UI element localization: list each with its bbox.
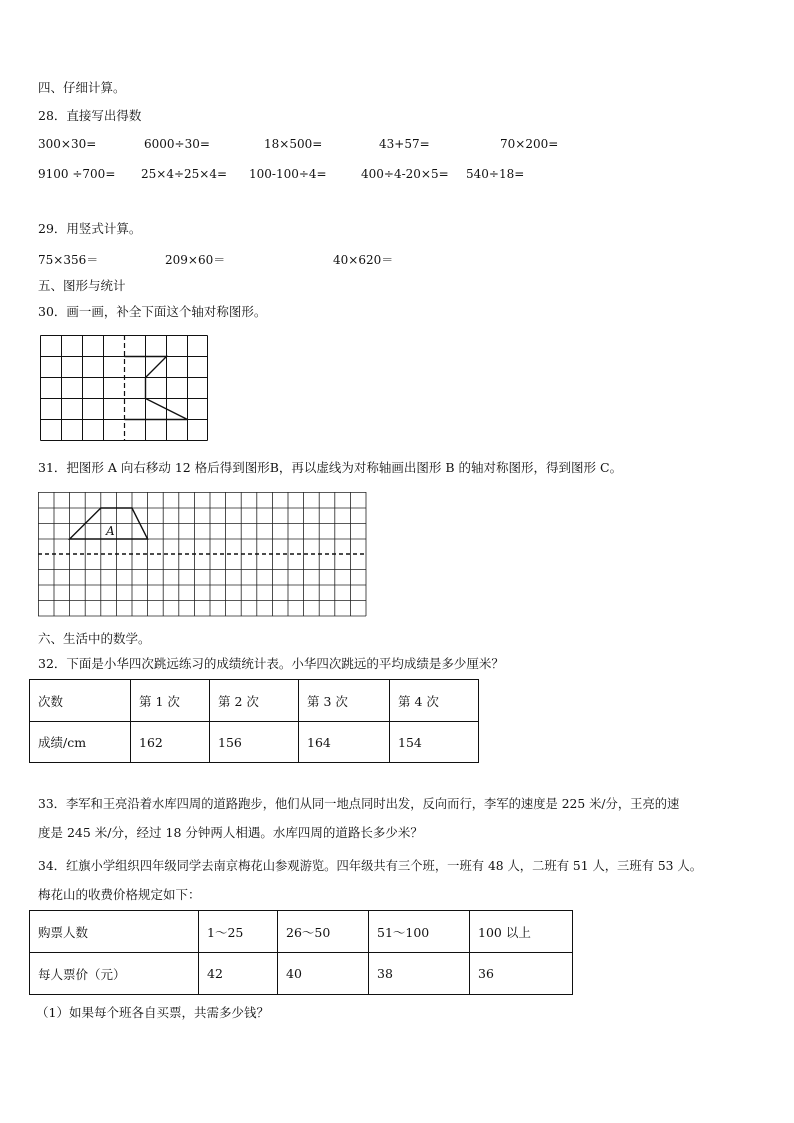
section-4-heading: 四、仔细计算。	[38, 80, 126, 95]
table-cell: 第 4 次	[390, 680, 479, 722]
calc-item: 18×500=	[264, 137, 323, 151]
q32-title: 32．下面是小华四次跳远练习的成绩统计表。小华四次跳远的平均成绩是多少厘米？	[38, 656, 504, 671]
table-cell: 第 1 次	[131, 680, 210, 722]
jump-score-table	[29, 679, 479, 763]
table-cell: 36	[470, 953, 573, 995]
calc-item: 100-100÷4=	[249, 167, 327, 181]
calc-item: 300×30=	[38, 137, 97, 151]
q30-title: 30．画一画，补全下面这个轴对称图形。	[38, 304, 267, 319]
q30-symmetry-grid	[40, 335, 208, 441]
table-cell: 156	[210, 722, 299, 763]
q34-text-line2: 梅花山的收费价格规定如下：	[38, 887, 201, 902]
table-cell: 40	[278, 953, 369, 995]
calc-item: 400÷4-20×5=	[361, 167, 449, 181]
section-6-heading: 六、生活中的数学。	[38, 631, 151, 646]
table-row	[30, 722, 479, 763]
q33-text-line2: 度是 245 米/分，经过 18 分钟两人相遇。水库四周的道路长多少米？	[38, 825, 423, 840]
vertical-calc-item: 75×356＝	[38, 253, 99, 267]
table-cell: 154	[390, 722, 479, 763]
section-5-heading: 五、图形与统计	[38, 278, 126, 293]
vertical-calc-item: 40×620＝	[333, 253, 394, 267]
calc-item: 9100 ÷700=	[38, 167, 116, 181]
table-cell: 42	[199, 953, 278, 995]
q31-translation-grid	[38, 492, 367, 617]
half-figure	[125, 357, 188, 420]
calc-item: 540÷18=	[466, 167, 525, 181]
vertical-calc-item: 209×60＝	[165, 253, 226, 267]
q34-subquestion-1: （1）如果每个班各自买票，共需多少钱？	[36, 1005, 269, 1020]
table-cell: 第 2 次	[210, 680, 299, 722]
table-cell: 次数	[30, 680, 131, 722]
table-cell: 100 以上	[470, 911, 573, 953]
q29-title: 29．用竖式计算。	[38, 221, 142, 236]
table-cell: 每人票价（元）	[30, 953, 199, 995]
ticket-price-table	[29, 910, 573, 995]
shape-a-label: A	[106, 524, 115, 538]
calc-item: 25×4÷25×4=	[141, 167, 228, 181]
table-cell: 第 3 次	[299, 680, 390, 722]
table-row	[30, 953, 573, 995]
table-cell: 1～25	[199, 911, 278, 953]
table-cell: 成绩/cm	[30, 722, 131, 763]
calc-item: 43+57=	[379, 137, 430, 151]
table-cell: 26～50	[278, 911, 369, 953]
table-row	[30, 911, 573, 953]
table-cell: 164	[299, 722, 390, 763]
q28-title: 28．直接写出得数	[38, 108, 142, 123]
table-cell: 38	[369, 953, 470, 995]
table-cell: 162	[131, 722, 210, 763]
table-row	[30, 680, 479, 722]
table-cell: 购票人数	[30, 911, 199, 953]
q33-text-line1: 33．李军和王亮沿着水库四周的道路跑步，他们从同一地点同时出发，反向而行，李军的速度是 225 米/分，王亮的速	[38, 797, 680, 811]
q34-text-line1: 34．红旗小学组织四年级同学去南京梅花山参观游览。四年级共有三个班，一班有 48 人，二班有 51 人，三班有 53 人。	[38, 859, 702, 873]
calc-item: 6000÷30=	[144, 137, 210, 151]
table-cell: 51～100	[369, 911, 470, 953]
calc-item: 70×200=	[500, 137, 559, 151]
q31-title: 31．把图形 A 向右移动 12 格后得到图形B，再以虚线为对称轴画出图形 B 的轴对称图形，得到图形 C。	[38, 460, 623, 475]
